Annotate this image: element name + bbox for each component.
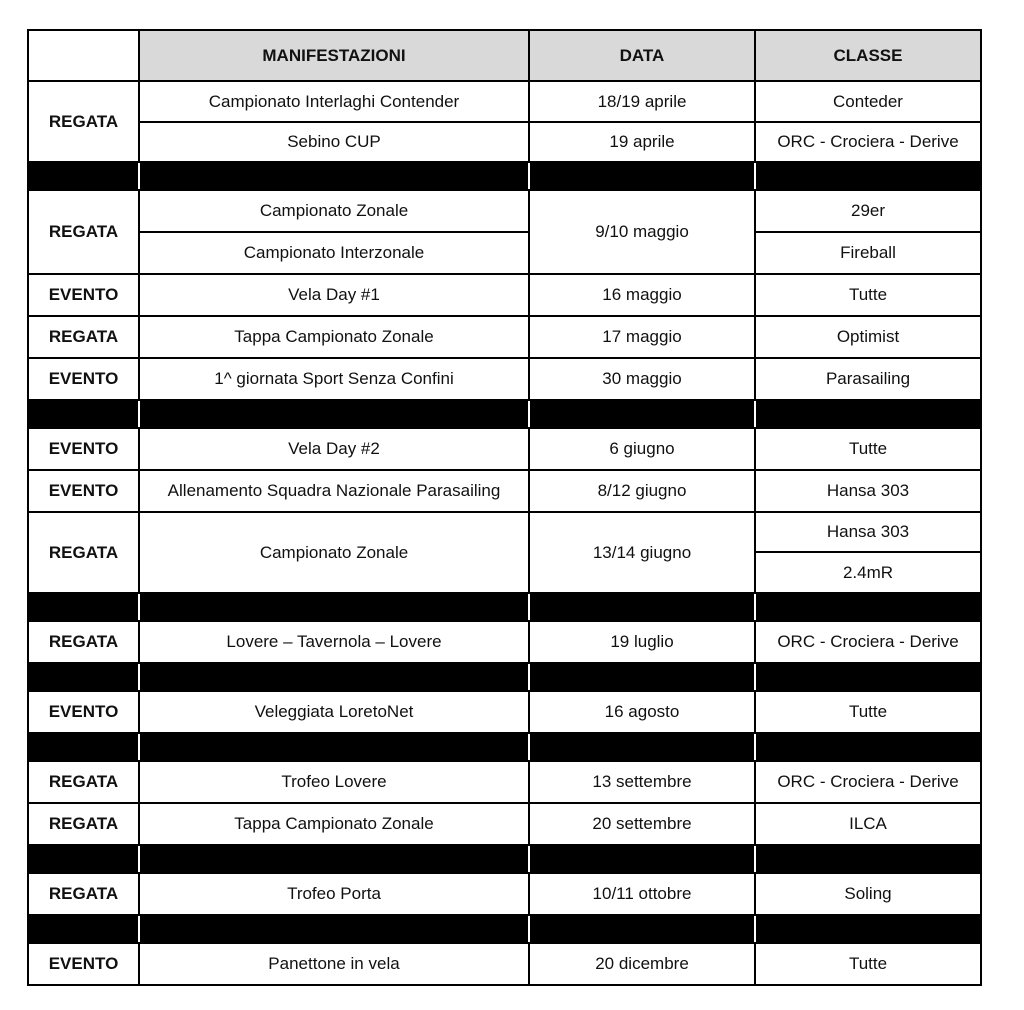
type-cell: EVENTO: [28, 274, 139, 316]
table-row: [28, 358, 981, 400]
event-cell: Campionato Interzonale: [139, 232, 529, 274]
class-cell: Tutte: [755, 274, 981, 316]
event-cell: Tappa Campionato Zonale: [139, 803, 529, 845]
class-cell: Tutte: [755, 428, 981, 470]
date-cell: 9/10 maggio: [529, 190, 755, 274]
type-cell: REGATA: [28, 761, 139, 803]
type-cell: REGATA: [28, 621, 139, 663]
table-row: [28, 691, 981, 733]
date-cell: 19 aprile: [529, 122, 755, 162]
separator-row: [28, 663, 981, 691]
date-cell: 6 giugno: [529, 428, 755, 470]
type-cell: REGATA: [28, 81, 139, 162]
table-row: [28, 873, 981, 915]
event-cell: Vela Day #2: [139, 428, 529, 470]
separator-row: [28, 915, 981, 943]
type-cell: EVENTO: [28, 943, 139, 985]
event-cell: Panettone in vela: [139, 943, 529, 985]
date-cell: 16 agosto: [529, 691, 755, 733]
class-cell: ORC - Crociera - Derive: [755, 621, 981, 663]
type-cell: REGATA: [28, 316, 139, 358]
table-row: [28, 316, 981, 358]
date-cell: 20 settembre: [529, 803, 755, 845]
event-cell: Allenamento Squadra Nazionale Parasailing: [139, 470, 529, 512]
class-cell: 29er: [755, 190, 981, 232]
class-cell: ORC - Crociera - Derive: [755, 761, 981, 803]
class-cell: ILCA: [755, 803, 981, 845]
class-cell: Soling: [755, 873, 981, 915]
type-cell: EVENTO: [28, 470, 139, 512]
event-cell: Trofeo Lovere: [139, 761, 529, 803]
event-cell: Veleggiata LoretoNet: [139, 691, 529, 733]
class-cell: Hansa 303: [755, 470, 981, 512]
separator-row: [28, 593, 981, 621]
class-cell: Parasailing: [755, 358, 981, 400]
header-events: MANIFESTAZIONI: [139, 30, 529, 81]
class-cell: Fireball: [755, 232, 981, 274]
event-cell: Campionato Interlaghi Contender: [139, 81, 529, 122]
event-cell: Tappa Campionato Zonale: [139, 316, 529, 358]
table-row: [28, 190, 981, 232]
class-cell: Hansa 303: [755, 512, 981, 552]
header-class: CLASSE: [755, 30, 981, 81]
table-row: [28, 512, 981, 552]
table-row: [28, 122, 981, 162]
events-schedule-table: [27, 29, 982, 986]
date-cell: 8/12 giugno: [529, 470, 755, 512]
date-cell: 13 settembre: [529, 761, 755, 803]
date-cell: 10/11 ottobre: [529, 873, 755, 915]
table-row: [28, 803, 981, 845]
class-cell: Tutte: [755, 943, 981, 985]
type-cell: REGATA: [28, 803, 139, 845]
event-cell: 1^ giornata Sport Senza Confini: [139, 358, 529, 400]
table-row: [28, 232, 981, 274]
table-row: [28, 761, 981, 803]
separator-row: [28, 845, 981, 873]
class-cell: ORC - Crociera - Derive: [755, 122, 981, 162]
date-cell: 13/14 giugno: [529, 512, 755, 593]
event-cell: Sebino CUP: [139, 122, 529, 162]
event-cell: Vela Day #1: [139, 274, 529, 316]
date-cell: 16 maggio: [529, 274, 755, 316]
event-cell: Campionato Zonale: [139, 512, 529, 593]
table-row: [28, 81, 981, 122]
type-cell: EVENTO: [28, 691, 139, 733]
event-cell: Campionato Zonale: [139, 190, 529, 232]
type-cell: REGATA: [28, 512, 139, 593]
class-cell: Optimist: [755, 316, 981, 358]
type-cell: REGATA: [28, 190, 139, 274]
class-cell: Tutte: [755, 691, 981, 733]
separator-row: [28, 162, 981, 190]
event-cell: Trofeo Porta: [139, 873, 529, 915]
separator-row: [28, 400, 981, 428]
table-row: [28, 274, 981, 316]
type-cell: EVENTO: [28, 358, 139, 400]
type-cell: REGATA: [28, 873, 139, 915]
date-cell: 20 dicembre: [529, 943, 755, 985]
type-cell: EVENTO: [28, 428, 139, 470]
date-cell: 30 maggio: [529, 358, 755, 400]
class-cell: 2.4mR: [755, 552, 981, 593]
date-cell: 18/19 aprile: [529, 81, 755, 122]
header-row: [28, 30, 981, 81]
table-row: [28, 470, 981, 512]
separator-row: [28, 733, 981, 761]
header-date: DATA: [529, 30, 755, 81]
table-row: [28, 943, 981, 985]
date-cell: 17 maggio: [529, 316, 755, 358]
date-cell: 19 luglio: [529, 621, 755, 663]
class-cell: Conteder: [755, 81, 981, 122]
table-row: [28, 621, 981, 663]
blank-header-cell: [28, 30, 139, 81]
event-cell: Lovere – Tavernola – Lovere: [139, 621, 529, 663]
table-row: [28, 428, 981, 470]
